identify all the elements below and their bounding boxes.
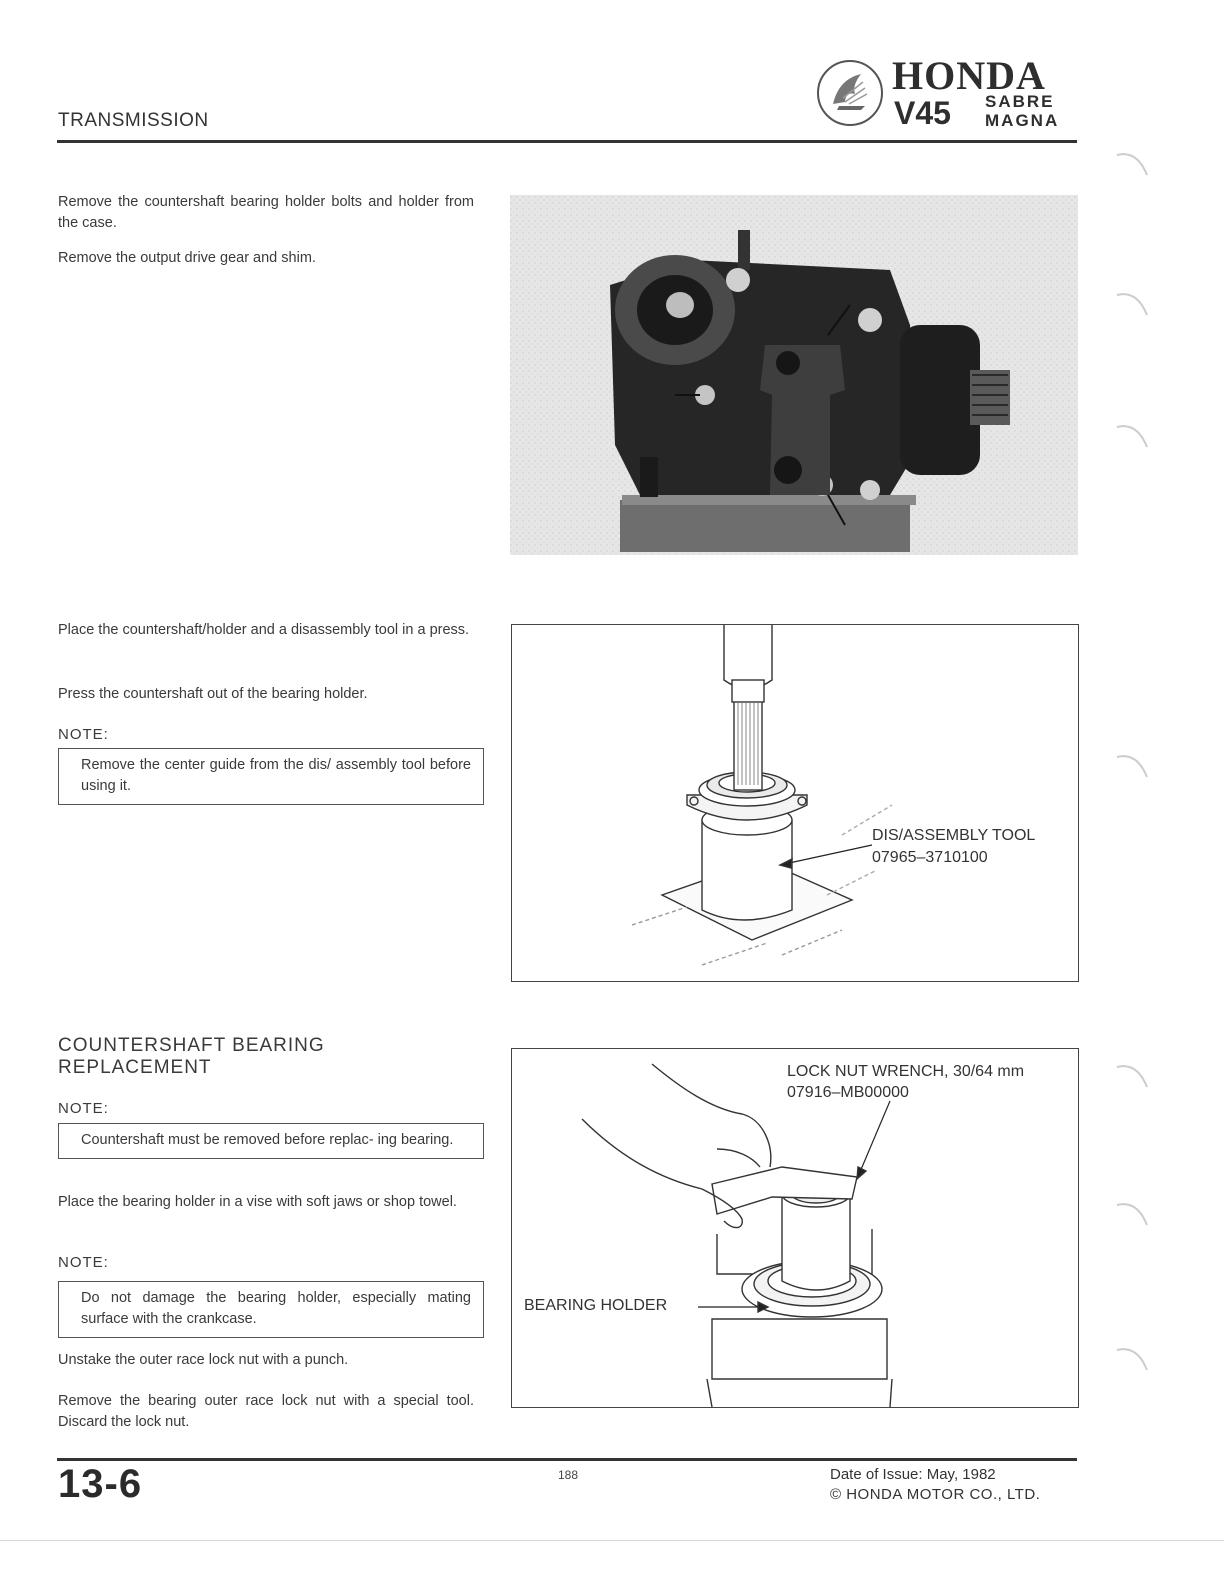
logo-model: V45 [894, 95, 951, 131]
section-title: TRANSMISSION [58, 110, 209, 131]
copyright: © HONDA MOTOR CO., LTD. [830, 1486, 1041, 1503]
instruction-vise: Place the bearing holder in a vise with soft jaws or shop towel. [58, 1194, 457, 1210]
bearing-holder-label: BEARING HOLDER [524, 1297, 668, 1314]
note-label: NOTE: [58, 726, 109, 743]
binder-mark-icon [1112, 1345, 1152, 1375]
binder-mark-icon [1112, 752, 1152, 782]
instruction-press-out: Press the countershaft out of the bearing holder. [58, 686, 368, 702]
instruction-unstake: Unstake the outer race lock nut with a punch. [58, 1352, 349, 1368]
footer-rule [57, 1458, 1077, 1461]
logo-brand: HONDA [892, 53, 1046, 98]
instruction-place-press: Place the countershaft/holder and a disassembly tool in a press. [58, 622, 470, 638]
header-rule [57, 140, 1077, 143]
logo-line-magna: MAGNA [985, 111, 1060, 130]
binder-mark-icon [1112, 1200, 1152, 1230]
page-number: 13-6 [58, 1462, 143, 1506]
section-heading-line1: COUNTERSHAFT BEARING [58, 1035, 325, 1056]
note-box: Do not damage the bearing holder, especially mating surface with the crankcase. [58, 1281, 484, 1338]
binder-mark-icon [1112, 290, 1152, 320]
binder-mark-icon [1112, 150, 1152, 180]
figure-locknut-wrench [511, 1048, 1079, 1408]
transmission-case-photo [510, 195, 1078, 555]
note-label: NOTE: [58, 1254, 109, 1271]
instruction-remove-gear: Remove the output drive gear and shim. [58, 250, 316, 266]
binder-mark-icon [1112, 422, 1152, 452]
issue-date: Date of Issue: May, 1982 [830, 1466, 996, 1483]
tool-name-label: LOCK NUT WRENCH, 30/64 mm [787, 1063, 1025, 1080]
press-diagram [512, 625, 1078, 981]
instruction-remove-locknut: Remove the bearing outer race lock nut with a special tool. Discard the lock nut. [58, 1393, 474, 1430]
figure-press-disassembly [511, 624, 1079, 982]
tool-name-label: DIS/ASSEMBLY TOOL [872, 827, 1036, 844]
honda-wing-emblem-icon [815, 58, 885, 128]
note-box: Remove the center guide from the dis/ assembly tool before using it. [58, 748, 484, 805]
tool-part-number: 07965–3710100 [872, 849, 988, 866]
binder-mark-icon [1112, 1062, 1152, 1092]
section-heading-line2: REPLACEMENT [58, 1057, 212, 1078]
note-label: NOTE: [58, 1100, 109, 1117]
note-box: Countershaft must be removed before replac- ing bearing. [58, 1123, 484, 1159]
logo-line-sabre: SABRE [985, 92, 1055, 111]
instruction-remove-holder: Remove the countershaft bearing holder bolts and holder from the case. [58, 194, 474, 231]
tool-part-number: 07916–MB00000 [787, 1084, 909, 1101]
scan-edge-rule [0, 1540, 1224, 1541]
sheet-number: 188 [558, 1468, 579, 1482]
